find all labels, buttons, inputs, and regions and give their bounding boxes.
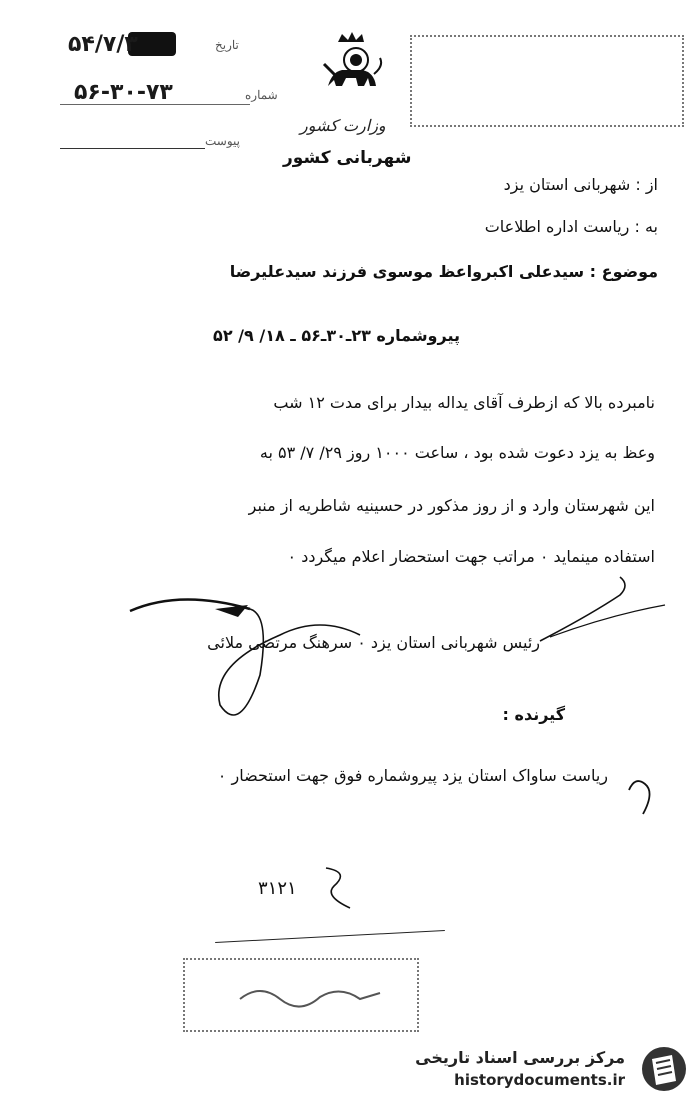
handwritten-underline: [215, 930, 445, 943]
body-line-3: این شهرستان وارد و از روز مذکور در حسینیه شاطریه از منبر: [248, 496, 655, 515]
archive-stamp-scribble: [230, 975, 400, 1015]
lion-and-sun-emblem-icon: [318, 30, 386, 98]
handwritten-note: ۳۱۲۱: [258, 878, 297, 899]
footer-site[interactable]: historydocuments.ir: [454, 1071, 625, 1089]
date-label: تاریخ: [215, 38, 239, 52]
signature-scribble: [120, 575, 680, 745]
recipient-line: ریاست ساواک استان یزد پیروشماره فوق جهت استحضار ۰: [217, 766, 608, 785]
number-label: شماره: [245, 88, 278, 102]
body-line-2: وعظ به یزد دعوت شده بود ، ساعت ۱۰۰۰ روز ۲۹/ ۷/ ۵۳ به: [259, 443, 655, 462]
subject-line: موضوع : سیدعلی اکبرواعظ موسوی فرزند سیدعلیرضا: [229, 262, 658, 281]
footer-org-name: مرکز بررسی اسناد تاریخی: [415, 1048, 625, 1067]
number-value: ۵۶-۳۰-۷۳: [74, 80, 173, 105]
document-center-logo-icon: [640, 1045, 688, 1093]
body-line-4: استفاده مینماید ۰ مراتب جهت استحضار اعلام میگردد ۰: [287, 547, 655, 566]
attachment-line: [60, 148, 205, 149]
signature-line: رئیس شهربانی استان یزد ۰ سرهنگ مرتضی ملائی: [207, 633, 540, 652]
number-underline: [60, 104, 250, 105]
note-curl: [320, 862, 360, 912]
ministry-name: وزارت کشور: [300, 116, 386, 135]
body-line-1: نامبرده بالا که ازطرف آقای یداله بیدار برای مدت ۱۲ شب: [273, 393, 655, 412]
date-value: ۵۴/۷/۳: [68, 32, 138, 57]
stamp-box: [410, 35, 684, 127]
margin-mark: [625, 770, 665, 820]
reference-line: پیروشماره ۲۳ـ۳۰ـ۵۶ ـ ۱۸/ ۹/ ۵۲: [213, 326, 460, 345]
office-name: شهربانی کشور: [283, 148, 412, 168]
from-line: از : شهربانی استان یزد: [503, 175, 658, 194]
attachment-label: پیوست: [205, 134, 240, 148]
to-line: به : ریاست اداره اطلاعات: [484, 217, 658, 236]
recipients-label: گیرنده :: [502, 705, 565, 724]
